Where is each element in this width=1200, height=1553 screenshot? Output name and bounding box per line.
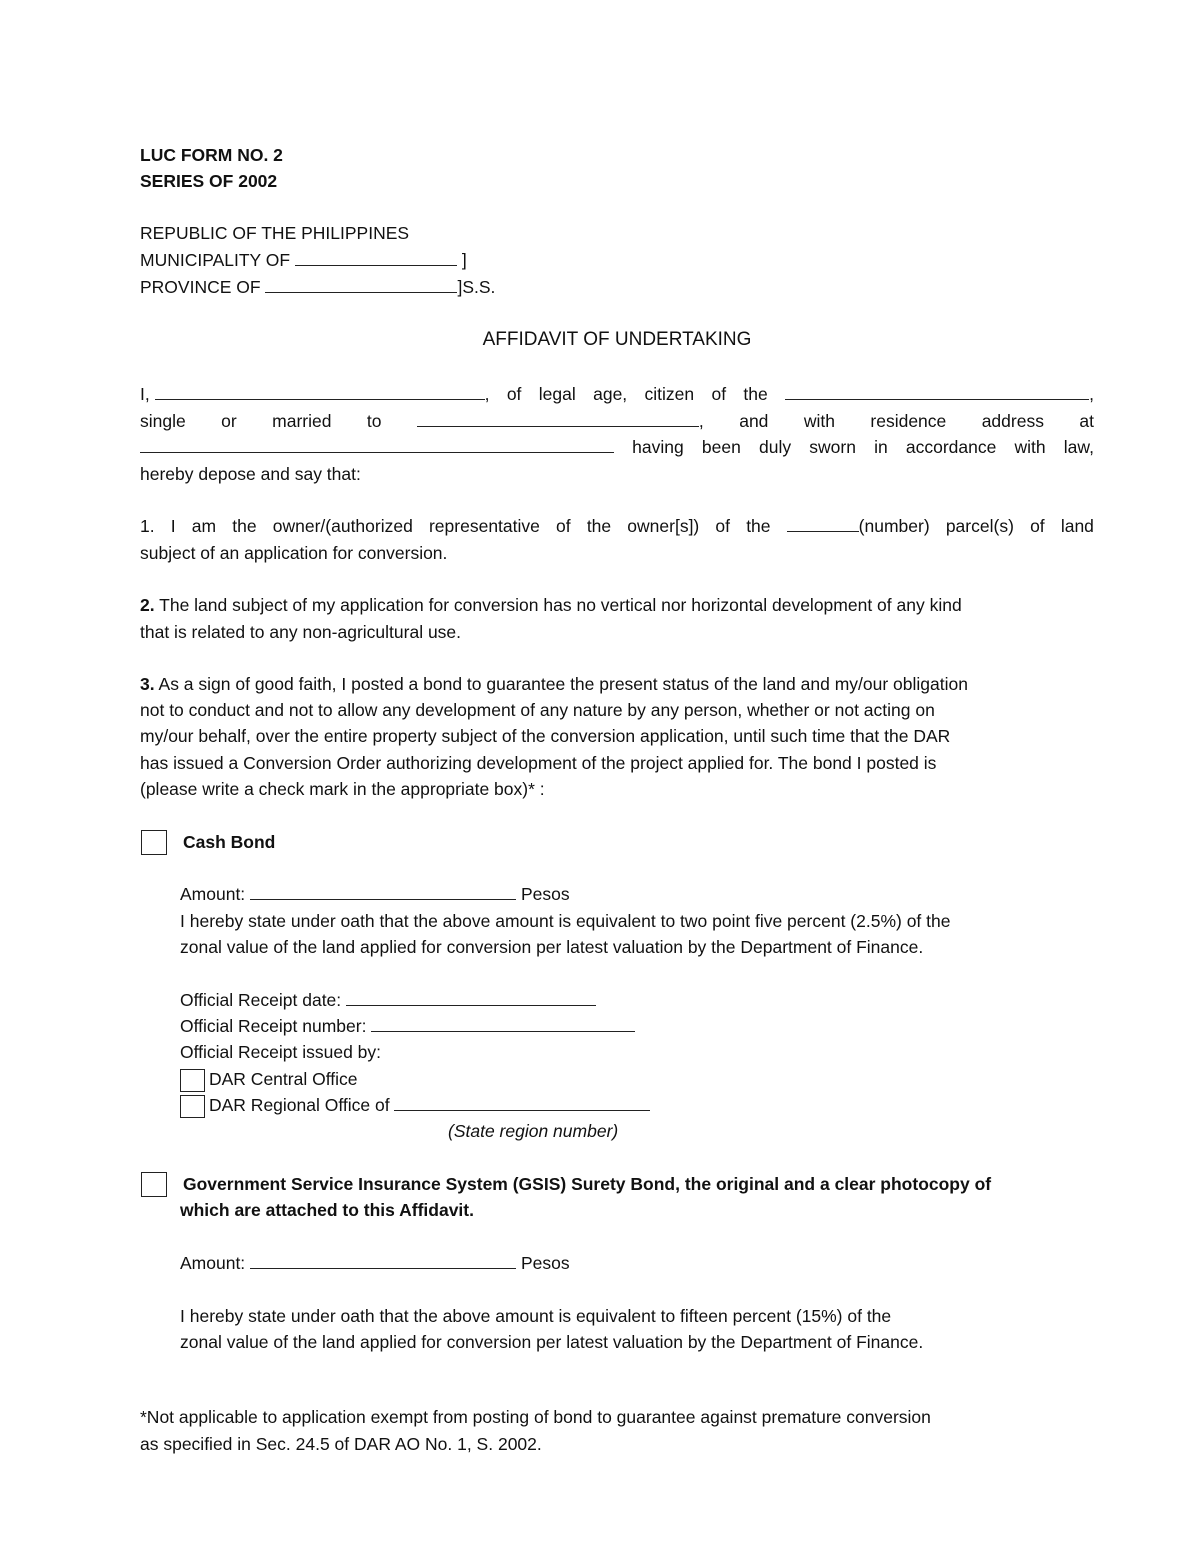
- or-number-label: Official Receipt number:: [180, 1016, 367, 1036]
- item-3-line-4: has issued a Conversion Order authorizing development of the project applied for. The bond I posted is: [140, 753, 937, 773]
- gsis-label-line-2: which are attached to this Affidavit.: [180, 1200, 474, 1220]
- item-3-line-3: my/our behalf, over the entire property subject of the conversion application, until such time that the DAR: [140, 726, 951, 746]
- or-issued-line: Official Receipt issued by:: [180, 1042, 382, 1062]
- cash-oath-line-2: zonal value of the land applied for conversion per latest valuation by the Department of Finance.: [180, 937, 924, 957]
- dar-regional-line: [209, 1092, 650, 1118]
- intro-word: ,: [785, 381, 1094, 407]
- item-2-line-1: 2. The land subject of my application for conversion has no vertical nor horizontal development of any kind: [140, 595, 962, 615]
- intro-word: at: [1079, 411, 1094, 431]
- region-hint: (State region number): [448, 1121, 619, 1141]
- item-word: the: [232, 516, 257, 536]
- item-3-line-1: 3. As a sign of good faith, I posted a bond to guarantee the present status of the land and my/our obligation: [140, 674, 968, 694]
- intro-word: married: [272, 411, 332, 431]
- item-word: owner[s]): [627, 516, 700, 536]
- cash-amount-label: Amount:: [180, 884, 246, 904]
- item-word: parcel(s): [945, 516, 1014, 536]
- cash-amount-line: [180, 881, 570, 907]
- item-word: the: [586, 516, 612, 536]
- item-number: 1.: [140, 516, 155, 536]
- dar-regional-checkbox[interactable]: [180, 1095, 205, 1118]
- intro-word: with: [803, 411, 835, 431]
- republic-line: REPUBLIC OF THE PHILIPPINES: [140, 223, 410, 243]
- intro-word: of: [506, 384, 522, 404]
- province-label: PROVINCE OF: [140, 277, 261, 297]
- intro-word: and: [739, 411, 769, 431]
- municipality-line: [140, 247, 467, 273]
- item-3-line-5: (please write a check mark in the appropriate box)* :: [140, 779, 545, 799]
- item-word: of: [1030, 516, 1045, 536]
- intro-word: law,: [1063, 437, 1094, 457]
- gsis-amount-label: Amount:: [180, 1253, 246, 1273]
- cash-bond-checkbox[interactable]: [141, 830, 167, 855]
- intro-word: been: [701, 437, 741, 457]
- or-date-blank[interactable]: [346, 987, 596, 1006]
- gsis-pesos-label: Pesos: [520, 1253, 570, 1273]
- affiant-name-blank[interactable]: [155, 381, 485, 400]
- item-word: land: [1060, 516, 1094, 536]
- province-line: [140, 274, 495, 300]
- item-1-line-2: subject of an application for conversion.: [140, 543, 448, 563]
- gsis-oath-line-2: zonal value of the land applied for conversion per latest valuation by the Department of Finance.: [180, 1332, 924, 1352]
- intro-line-1: [140, 381, 1094, 407]
- form-number: LUC FORM NO. 2: [140, 145, 283, 165]
- intro-word: ,: [417, 408, 704, 434]
- intro-word: residence: [870, 411, 947, 431]
- item-word: am: [191, 516, 217, 536]
- province-blank[interactable]: [265, 274, 457, 293]
- item-word: the: [746, 516, 771, 536]
- or-date-line: [180, 987, 596, 1013]
- intro-word: the: [743, 384, 768, 404]
- or-number-line: [180, 1013, 635, 1039]
- gsis-amount-line: [180, 1250, 570, 1276]
- province-bracket: ]S.S.: [457, 277, 496, 297]
- item-word: of: [715, 516, 731, 536]
- residence-address-blank[interactable]: [140, 434, 614, 453]
- gsis-bond-checkbox[interactable]: [141, 1172, 167, 1197]
- dar-regional-label: DAR Regional Office of: [209, 1095, 390, 1115]
- cash-pesos-label: Pesos: [520, 884, 570, 904]
- cash-amount-blank[interactable]: [250, 881, 516, 900]
- parcel-count-blank[interactable]: [787, 513, 859, 532]
- footnote-line-1: *Not applicable to application exempt from posting of bond to guarantee against premature conversion: [140, 1407, 931, 1427]
- gsis-oath-line-1: I hereby state under oath that the above amount is equivalent to fifteen percent (15%) of the: [180, 1306, 892, 1326]
- intro-word: I, ,: [140, 381, 489, 407]
- gsis-label-line-1: Government Service Insurance System (GSIS) Surety Bond, the original and a clear photocopy of: [183, 1174, 992, 1194]
- item-word: representative: [428, 516, 540, 536]
- dar-central-label: DAR Central Office: [209, 1069, 358, 1089]
- intro-word: in: [874, 437, 888, 457]
- document-title: AFFIDAVIT OF UNDERTAKING: [482, 329, 752, 350]
- dar-central-checkbox[interactable]: [180, 1069, 205, 1092]
- municipality-bracket: ]: [461, 250, 467, 270]
- intro-word: sworn: [809, 437, 856, 457]
- intro-line-2: [140, 408, 1094, 434]
- item-word: (number): [787, 513, 930, 539]
- intro-line-4: hereby depose and say that:: [140, 464, 361, 484]
- municipality-label: MUNICIPALITY OF: [140, 250, 291, 270]
- cash-oath-line-1: I hereby state under oath that the above amount is equivalent to two point five percent (2.5%) of the: [180, 911, 951, 931]
- intro-line-3: [140, 434, 1094, 460]
- intro-word: with: [1014, 437, 1046, 457]
- item-2-line-2: that is related to any non-agricultural use.: [140, 622, 462, 642]
- intro-word: to: [366, 411, 382, 431]
- item-1-line-1: [140, 513, 1094, 539]
- intro-word: accordance: [905, 437, 997, 457]
- or-number-blank[interactable]: [371, 1013, 635, 1032]
- intro-word: age,: [593, 384, 628, 404]
- item-3-line-2: not to conduct and not to allow any development of any nature by any person, whether or not acting on: [140, 700, 935, 720]
- citizenship-blank[interactable]: [785, 381, 1089, 400]
- gsis-amount-blank[interactable]: [250, 1250, 516, 1269]
- item-word: I: [170, 516, 176, 536]
- intro-word: single: [140, 411, 186, 431]
- intro-word: citizen: [644, 384, 695, 404]
- spouse-blank[interactable]: [417, 408, 699, 427]
- item-word: owner/(authorized: [272, 516, 413, 536]
- or-date-label: Official Receipt date:: [180, 990, 342, 1010]
- intro-word: legal: [538, 384, 576, 404]
- form-series: SERIES OF 2002: [140, 171, 278, 191]
- municipality-blank[interactable]: [295, 247, 457, 266]
- region-blank[interactable]: [394, 1092, 650, 1111]
- footnote-line-2: as specified in Sec. 24.5 of DAR AO No. 1, S. 2002.: [140, 1434, 542, 1454]
- cash-bond-label: Cash Bond: [183, 832, 276, 852]
- intro-word: of: [711, 384, 727, 404]
- intro-word: or: [221, 411, 237, 431]
- intro-word: address: [981, 411, 1044, 431]
- intro-word: having: [632, 437, 684, 457]
- intro-word: duly: [758, 437, 792, 457]
- item-word: of: [556, 516, 571, 536]
